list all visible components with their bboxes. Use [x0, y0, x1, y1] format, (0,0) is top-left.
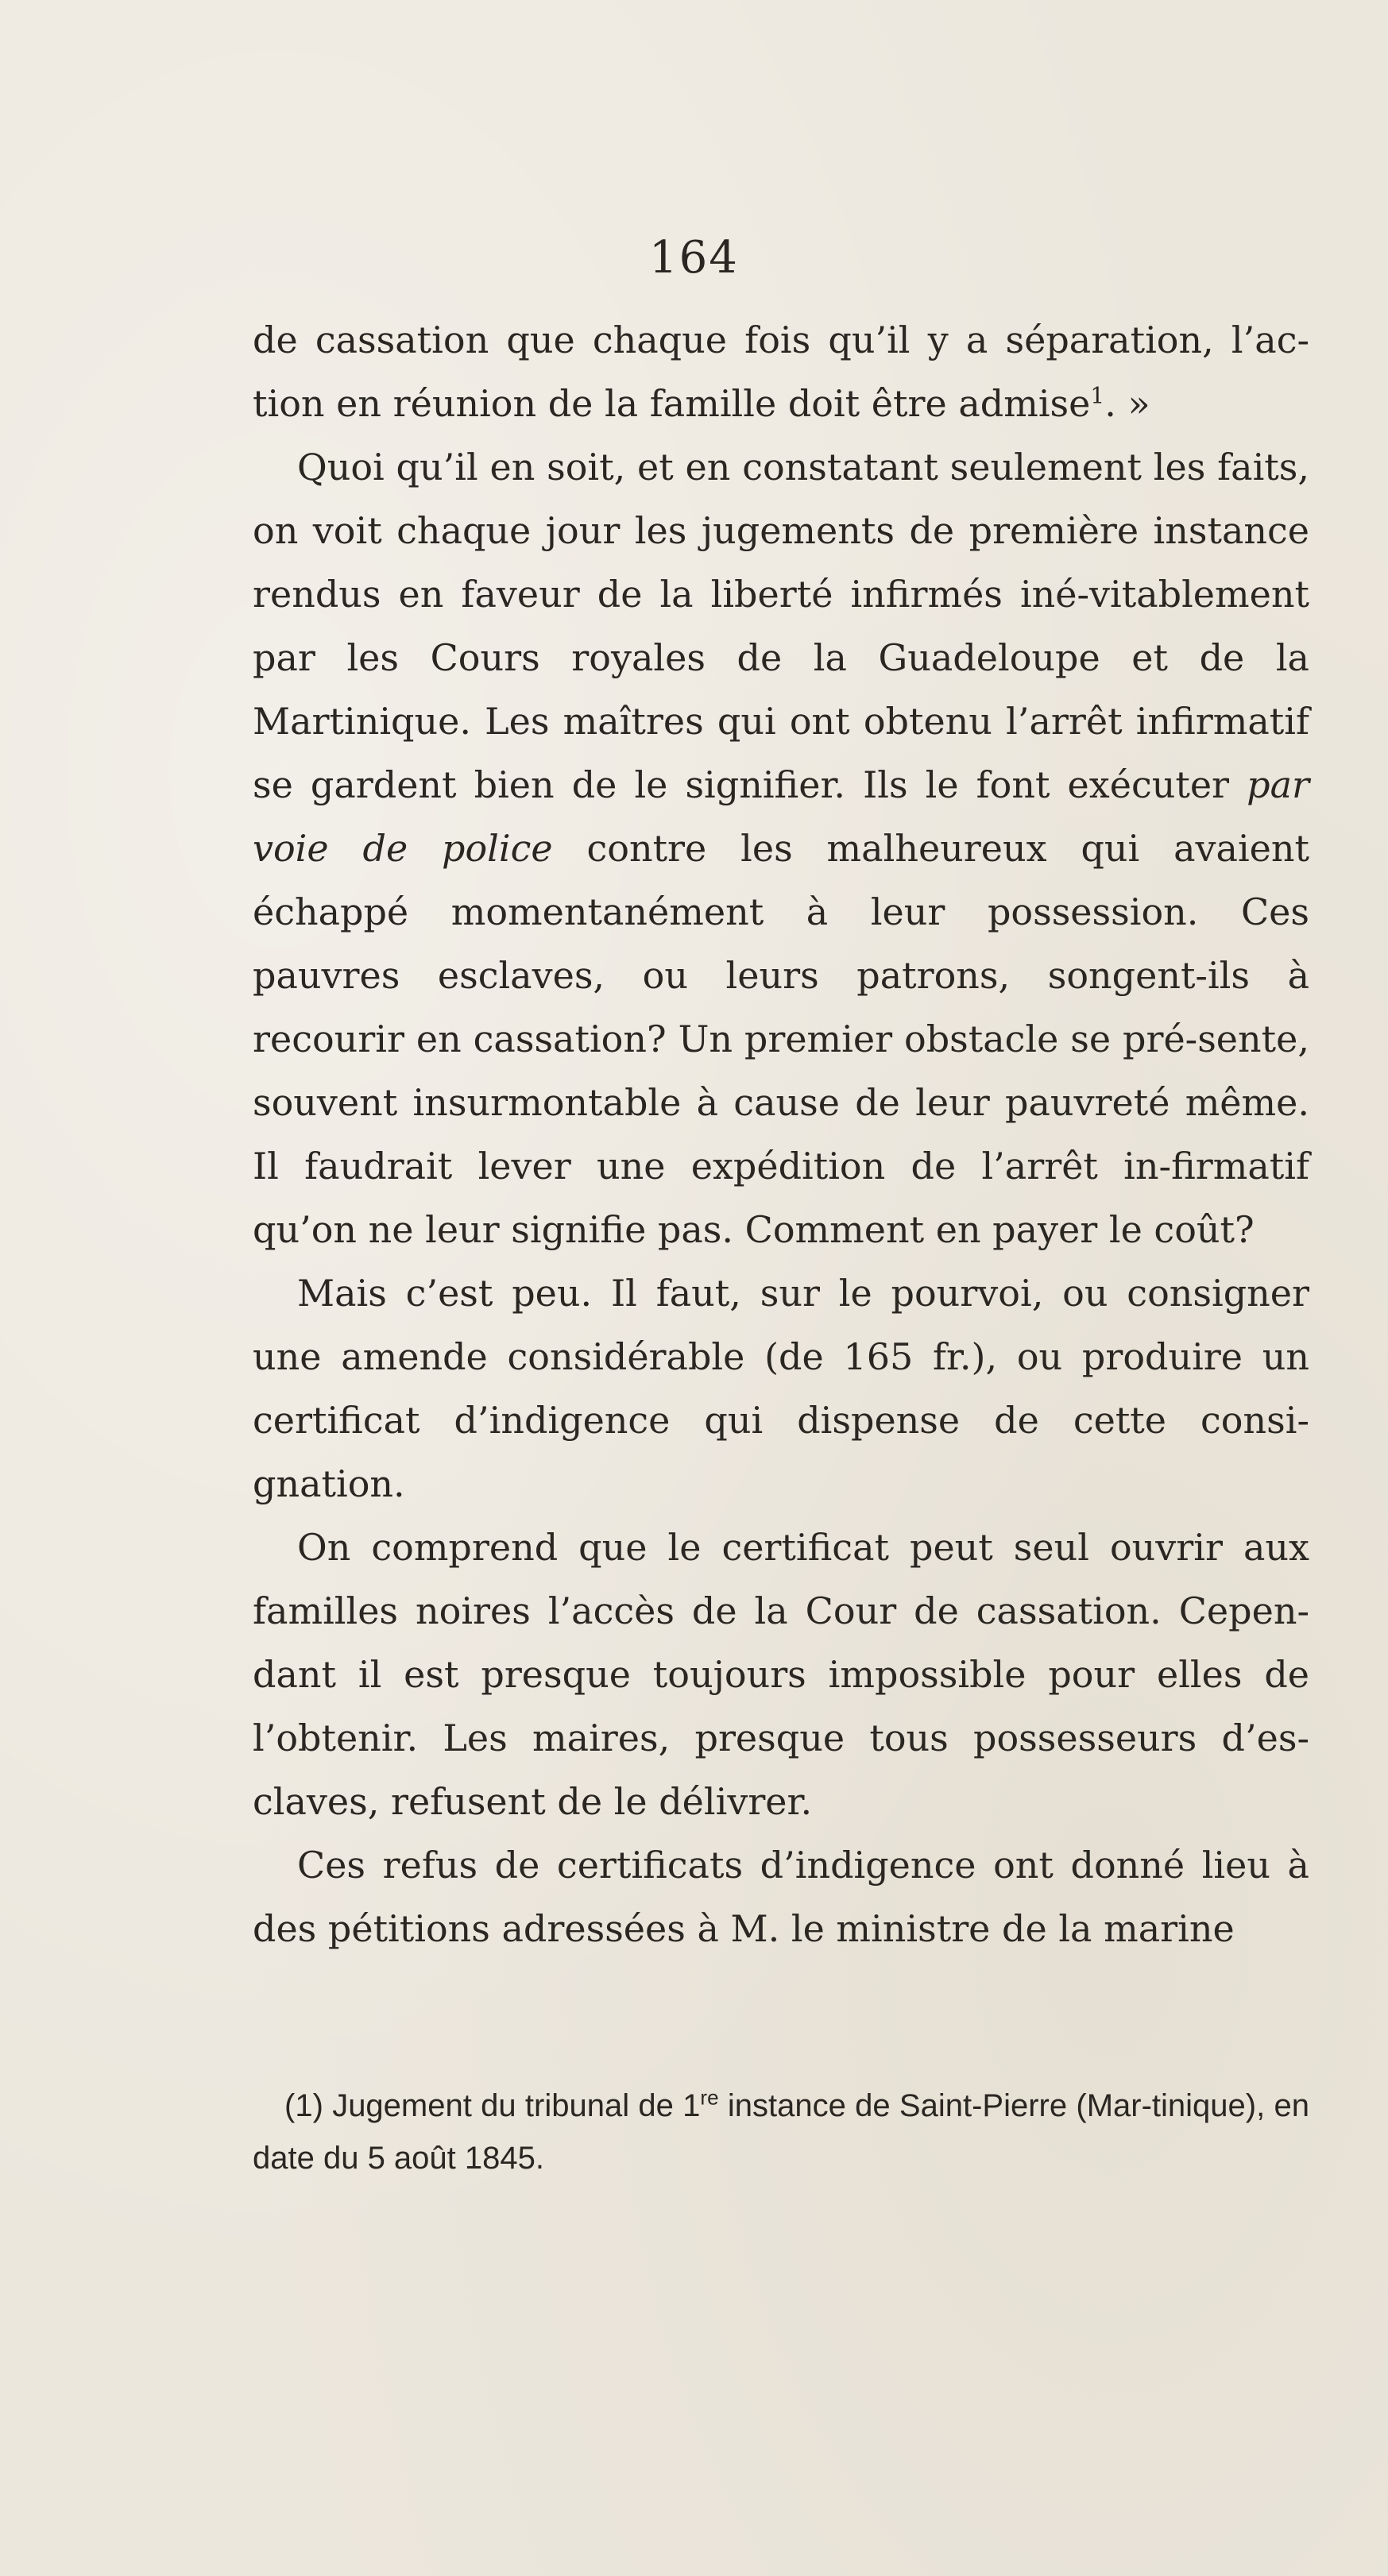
paragraph-4: On comprend que le certificat peut seul ouvrir aux familles noires l’accès de la Cour de cassation. Cepen-dant il est presque toujours impossible pour elles de l’obtenir. Les maires, presque tous possesseurs d’es-claves, refusent de le délivrer.: [253, 1526, 1309, 1823]
footnote-superscript: re: [700, 2085, 719, 2110]
paragraph-2-text: Quoi qu’il en soit, et en constatant seulement les faits, on voit chaque jour les jugements de première instance rendus en faveur de la liberté infirmés iné-vitablement par les Cours royales de la Guadeloupe et de la Martinique. Les maîtres qui ont obtenu l’arrêt infirmatif se gardent bien de le signifier. Ils le font exécuter: [253, 446, 1309, 806]
footnote-reference: 1: [1090, 382, 1105, 409]
paragraph-3: Mais c’est peu. Il faut, sur le pourvoi, ou consigner une amende considérable (de 165 fr.), ou produire un certificat d’indigence qui dispense de cette consi-gnation.: [253, 1272, 1309, 1505]
paragraph-1-text: de cassation que chaque fois qu’il y a séparation, l’ac-tion en réunion de la famille doit être admise: [253, 319, 1309, 425]
paragraph-2-italic: par voie de police: [253, 763, 1309, 870]
body-text: [253, 308, 1309, 1960]
paragraph-1-end: . »: [1104, 382, 1150, 425]
footnote: [253, 2080, 1309, 2184]
paragraph-2: [253, 435, 1309, 1261]
footnote-text-b: instance de Saint-Pierre (Mar-tinique), en date du 5 août 1845.: [253, 2088, 1309, 2176]
footnote-marker: (1): [284, 2088, 323, 2123]
footnote-text-a: Jugement du tribunal de 1: [332, 2088, 701, 2123]
paragraph-5: Ces refus de certificats d’indigence ont donné lieu à des pétitions adressées à M. le ministre de la marine: [253, 1844, 1309, 1950]
paragraph-2-end: contre les malheureux qui avaient échappé momentanément à leur possession. Ces pauvres esclaves, ou leurs patrons, songent-ils à recourir en cassation? Un premier obstacle se pré-sente, souvent insurmontable à cause de leur pauvreté même. Il faudrait lever une expédition de l’arrêt in-firmatif qu’on ne leur signifie pas. Comment en payer le coût?: [253, 827, 1309, 1251]
paragraph-1: [253, 308, 1309, 435]
page-number: 164: [649, 232, 739, 284]
